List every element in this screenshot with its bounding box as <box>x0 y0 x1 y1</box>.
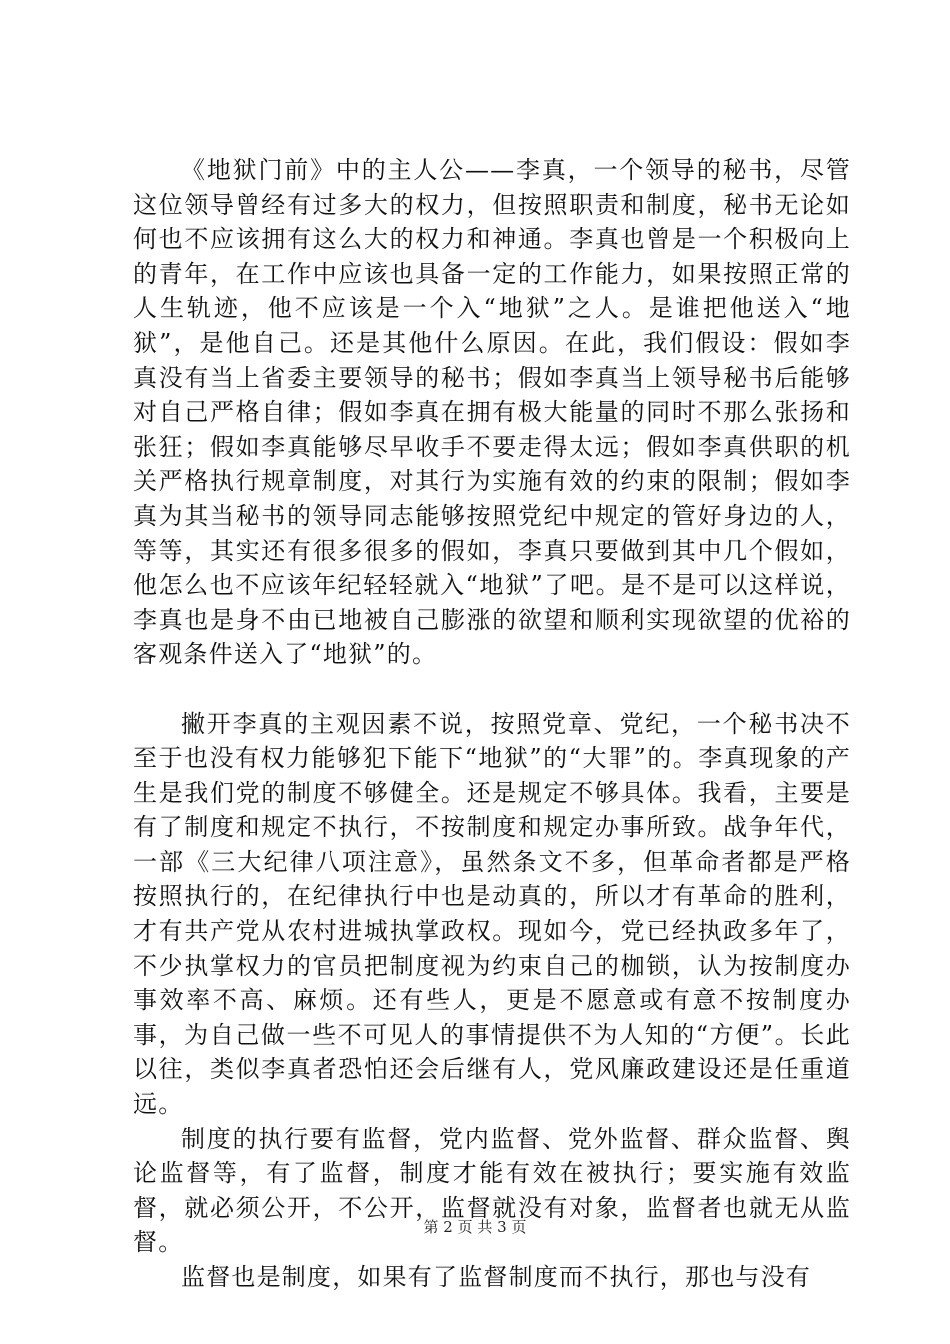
document-body <box>133 153 851 1295</box>
paragraph-2: 撇开李真的主观因素不说，按照党章、党纪，一个秘书决不至于也没有权力能够犯下能下“地狱”的“大罪”的。李真现象的产生是我们党的制度不够健全。还是规定不够具体。我看，主要是有了制度和规定不执行，不按制度和规定办事所致。战争年代，一部《三大纪律八项注意》，虽然条文不多，但革命者都是严格按照执行的，在纪律执行中也是动真的，所以才有革命的胜利，才有共产党从农村进城执掌政权。现如今，党已经执政多年了，不少执掌权力的官员把制度视为约束自己的枷锁，认为按制度办事效率不高、麻烦。还有些人，更是不愿意或有意不按制度办事，为自己做一些不可见人的事情提供不为人知的“方便”。长此以往，类似李真者恐怕还会后继有人，党风廉政建设还是任重道远。 <box>133 709 851 1119</box>
paragraph-1: 《地狱门前》中的主人公——李真，一个领导的秘书，尽管这位领导曾经有过多大的权力，但按照职责和制度，秘书无论如何也不应该拥有这么大的权力和神通。李真也曾是一个积极向上的青年，在工作中应该也具备一定的工作能力，如果按照正常的人生轨迹，他不应该是一个入“地狱”之人。是谁把他送入“地狱”，是他自己。还是其他什么原因。在此，我们假设：假如李真没有当上省委主要领导的秘书；假如李真当上领导秘书后能够对自己严格自律；假如李真在拥有极大能量的同时不那么张扬和张狂；假如李真能够尽早收手不要走得太远；假如李真供职的机关严格执行规章制度，对其行为实施有效的约束的限制；假如李真为其当秘书的领导同志能够按照党纪中规定的管好身边的人，等等，其实还有很多很多的假如，李真只要做到其中几个假如，他怎么也不应该年纪轻轻就入“地狱”了吧。是不是可以这样说，李真也是身不由已地被自己膨涨的欲望和顺利实现欲望的优裕的客观条件送入了“地狱”的。 <box>133 156 851 669</box>
paragraph-4: 监督也是制度，如果有了监督制度而不执行，那也与没有 <box>181 1263 811 1291</box>
paragraph-3: 制度的执行要有监督，党内监督、党外监督、群众监督、舆论监督等，有了监督，制度才能有效在被执行；要实施有效监督，就必须公开，不公开，监督就没有对象，监督者也就无从监督。 <box>133 1124 851 1257</box>
page-footer: 第 2 页 共 3 页 <box>423 1218 527 1236</box>
